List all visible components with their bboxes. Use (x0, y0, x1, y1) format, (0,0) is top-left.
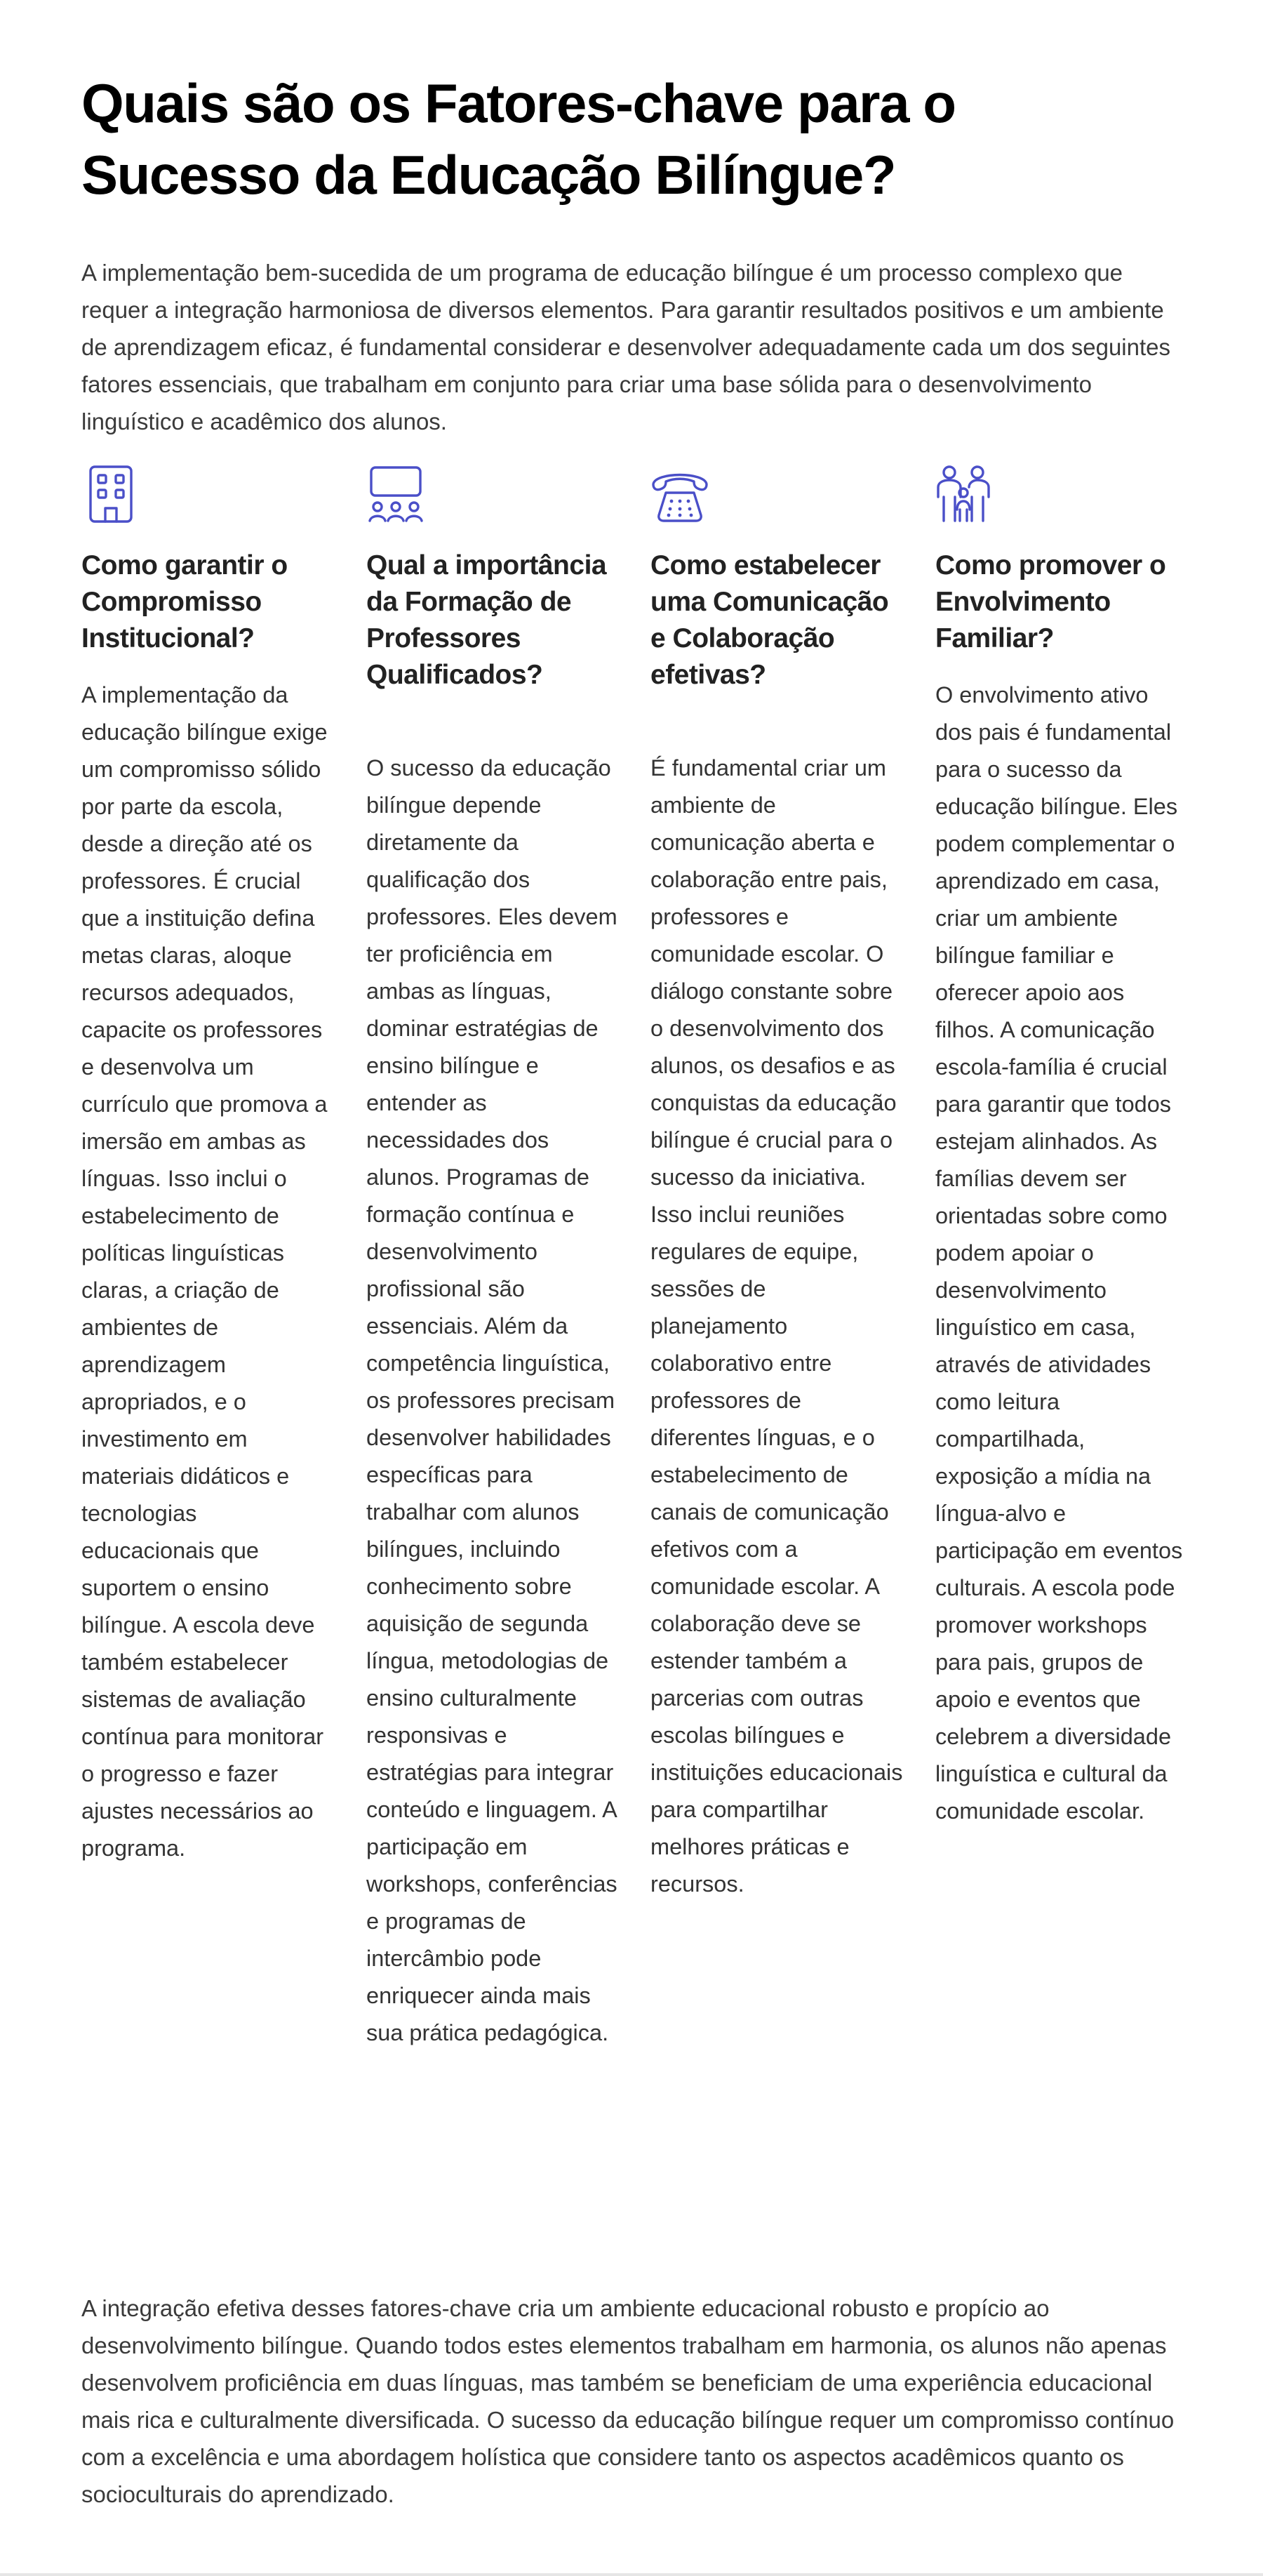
feature-title: Como promover o Envolvimento Familiar? (935, 550, 1166, 653)
features-grid (81, 465, 1204, 2290)
bottom-divider (0, 2573, 1263, 2576)
feature-text: É fundamental criar um ambiente de comunicação aberta e colaboração entre pais, professores e comunidade escolar. O diálogo constante sobre o desenvolvimento dos alunos, os desafios e as conquistas da educação bilíngue é crucial para o sucesso da iniciativa. Isso inclui reuniões regulares de equipe, sessões de planejamento colaborativo entre professores de diferentes línguas, e o estabelecimento de canais de comunicação efetivos com a comunidade escolar. A colaboração deve se estender também a parcerias com outras escolas bilíngues e instituições educacionais para compartilhar melhores práticas e recursos. (650, 755, 903, 1897)
feature-text: A implementação da educação bilíngue exige um compromisso sólido por parte da escola, desde a direção até os professores. É crucial que a instituição defina metas claras, aloque recursos adequados, capacite os professores e desenvolva um currículo que promova a imersão em ambas as línguas. Isso inclui o estabelecimento de políticas linguísticas claras, a criação de ambientes de aprendizagem apropriados, e o investimento em materiais didáticos e tecnologias educacionais que suportem o ensino bilíngue. A escola deve também estabelecer sistemas de avaliação contínua para monitorar o progresso e fazer ajustes necessários ao programa. (81, 682, 328, 1861)
conclusion-paragraph: A integração efetiva desses fatores-chave cria um ambiente educacional robusto e propício ao desenvolvimento bilíngue. Quando todos estes elementos trabalham em harmonia, os alunos não apenas desenvolvem proficiência em duas línguas, mas também se beneficiam de uma experiência educacional mais rica e culturalmente diversificada. O sucesso da educação bilíngue requer um compromisso contínuo com a excelência e uma abordagem holística que considere tanto os aspectos acadêmicos quanto os socioculturais do aprendizado. (81, 2295, 1175, 2507)
telephone-icon (650, 465, 709, 524)
feature-family-involvement (935, 465, 1194, 1824)
teacher-group-icon (366, 465, 425, 524)
building-icon (81, 465, 140, 524)
family-icon (935, 465, 994, 524)
feature-text: O sucesso da educação bilíngue depende diretamente da qualificação dos professores. Eles devem ter proficiência em ambas as línguas, dominar estratégias de ensino bilíngue e entender as necessidades dos alunos. Programas de formação contínua e desenvolvimento profissional são essenciais. Além da competência linguística, os professores precisam desenvolver habilidades específicas para trabalhar com alunos bilíngues, incluindo conhecimento sobre aquisição de segunda língua, metodologias de ensino culturalmente responsivas e estratégias para integrar conteúdo e linguagem. A participação em workshops, conferências e programas de intercâmbio pode enriquecer ainda mais sua prática pedagógica. (366, 755, 617, 2045)
feature-title: Como estabelecer uma Comunicação e Colaboração efetivas? (650, 550, 889, 690)
feature-institutional-commitment (81, 465, 340, 1861)
feature-communication-collaboration (650, 465, 909, 1897)
page-title: Quais são os Fatores-chave para o Sucesso da Educação Bilíngue? (81, 72, 956, 206)
intro-paragraph: A implementação bem-sucedida de um programa de educação bilíngue é um processo complexo que requer a integração harmoniosa de diversos elementos. Para garantir resultados positivos e um ambiente de aprendizagem eficaz, é fundamental considerar e desenvolver adequadamente cada um dos seguintes fatores essenciais, que trabalham em conjunto para criar uma base sólida para o desenvolvimento linguístico e acadêmico dos alunos. (81, 260, 1170, 434)
feature-teacher-training (366, 465, 624, 2045)
feature-title: Como garantir o Compromisso Institucional? (81, 550, 288, 653)
feature-title: Qual a importância da Formação de Professores Qualificados? (366, 550, 607, 690)
feature-text: O envolvimento ativo dos pais é fundamental para o sucesso da educação bilíngue. Eles podem complementar o aprendizado em casa, criar um ambiente bilíngue familiar e oferecer apoio aos filhos. A comunicação escola-família é crucial para garantir que todos estejam alinhados. As famílias devem ser orientadas sobre como podem apoiar o desenvolvimento linguístico em casa, através de atividades como leitura compartilhada, exposição a mídia na língua-alvo e participação em eventos culturais. A escola pode promover workshops para pais, grupos de apoio e eventos que celebrem a diversidade linguística e cultural da comunidade escolar. (935, 682, 1183, 1824)
